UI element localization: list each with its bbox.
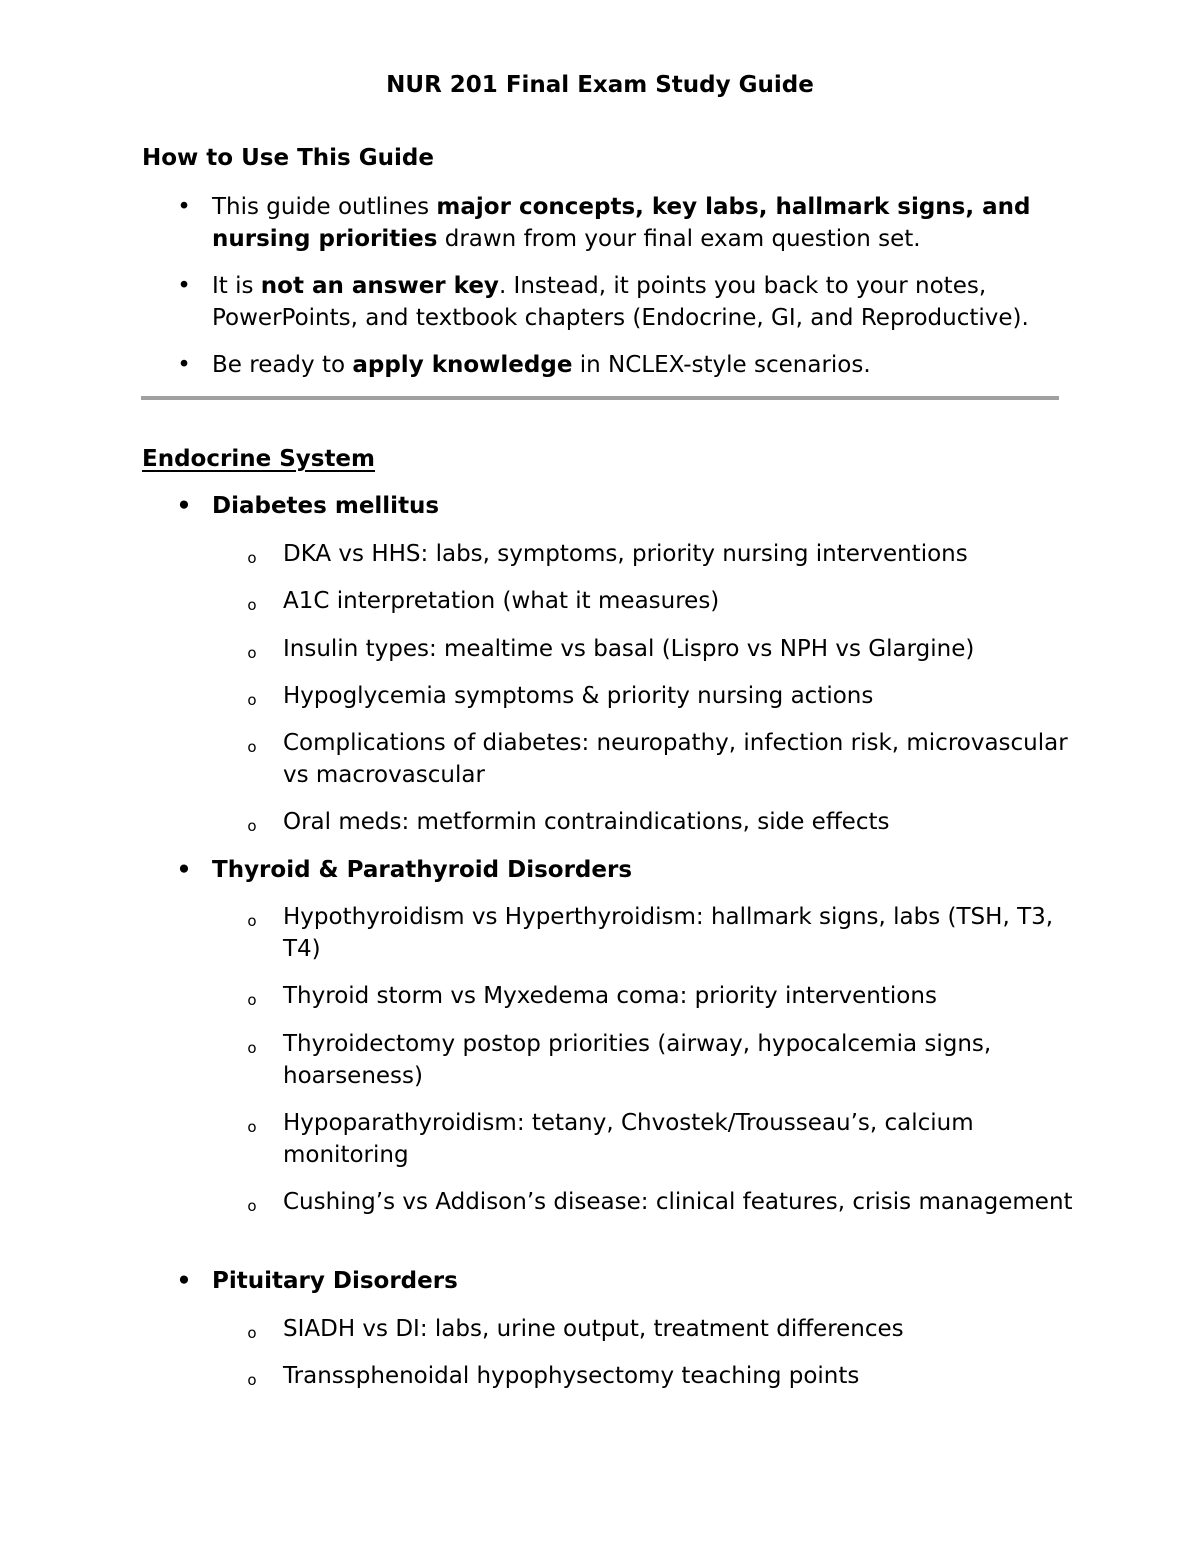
- circle-bullet-icon: o: [247, 644, 257, 662]
- circle-bullet-icon: o: [247, 817, 257, 835]
- topic-pituitary: • Pituitary Disorders: [212, 1265, 1092, 1297]
- list-item: o Hypoparathyroidism: tetany, Chvostek/Trousseau’s, calcium monitoring: [283, 1107, 1073, 1171]
- bullet-icon: •: [176, 857, 192, 883]
- circle-bullet-icon: o: [247, 738, 257, 756]
- list-item: o Complications of diabetes: neuropathy, infection risk, microvascular vs macrovascular: [283, 727, 1073, 791]
- circle-bullet-icon: o: [247, 991, 257, 1009]
- list-item: o DKA vs HHS: labs, symptoms, priority nursing interventions: [283, 538, 1073, 570]
- how-to-bullet-1: • This guide outlines major concepts, key labs, hallmark signs, and nursing priorities drawn from your final exam question set.: [212, 191, 1092, 255]
- circle-bullet-icon: o: [247, 691, 257, 709]
- how-to-bullet-3: • Be ready to apply knowledge in NCLEX-style scenarios.: [212, 349, 1092, 381]
- bullet-icon: •: [177, 273, 191, 299]
- topic-diabetes: • Diabetes mellitus: [212, 490, 1092, 522]
- list-item: o A1C interpretation (what it measures): [283, 585, 1073, 617]
- document-title: NUR 201 Final Exam Study Guide: [386, 72, 814, 98]
- horizontal-divider: [141, 396, 1059, 400]
- circle-bullet-icon: o: [247, 1197, 257, 1215]
- list-item: o Insulin types: mealtime vs basal (Lispro vs NPH vs Glargine): [283, 633, 1073, 665]
- list-item: o Hypoglycemia symptoms & priority nursing actions: [283, 680, 1073, 712]
- bullet-icon: •: [176, 493, 192, 519]
- topic-thyroid: • Thyroid & Parathyroid Disorders: [212, 854, 1092, 886]
- circle-bullet-icon: o: [247, 1118, 257, 1136]
- list-item: o Hypothyroidism vs Hyperthyroidism: hallmark signs, labs (TSH, T3, T4): [283, 901, 1073, 965]
- bullet-icon: •: [177, 352, 191, 378]
- list-item: o Cushing’s vs Addison’s disease: clinical features, crisis management: [283, 1186, 1073, 1218]
- circle-bullet-icon: o: [247, 1039, 257, 1057]
- endocrine-heading: Endocrine System: [142, 446, 375, 472]
- circle-bullet-icon: o: [247, 1324, 257, 1342]
- bullet-icon: •: [176, 1268, 192, 1294]
- circle-bullet-icon: o: [247, 549, 257, 567]
- circle-bullet-icon: o: [247, 912, 257, 930]
- how-to-heading: How to Use This Guide: [142, 145, 434, 171]
- circle-bullet-icon: o: [247, 1371, 257, 1389]
- list-item: o SIADH vs DI: labs, urine output, treatment differences: [283, 1313, 1073, 1345]
- list-item: o Thyroid storm vs Myxedema coma: priority interventions: [283, 980, 1073, 1012]
- circle-bullet-icon: o: [247, 596, 257, 614]
- list-item: o Thyroidectomy postop priorities (airway, hypocalcemia signs, hoarseness): [283, 1028, 1073, 1092]
- bullet-icon: •: [177, 194, 191, 220]
- list-item: o Oral meds: metformin contraindications, side effects: [283, 806, 1073, 838]
- how-to-bullet-2: • It is not an answer key. Instead, it points you back to your notes, PowerPoints, and textbook chapters (Endocrine, GI, and Reproductive).: [212, 270, 1092, 334]
- list-item: o Transsphenoidal hypophysectomy teaching points: [283, 1360, 1073, 1392]
